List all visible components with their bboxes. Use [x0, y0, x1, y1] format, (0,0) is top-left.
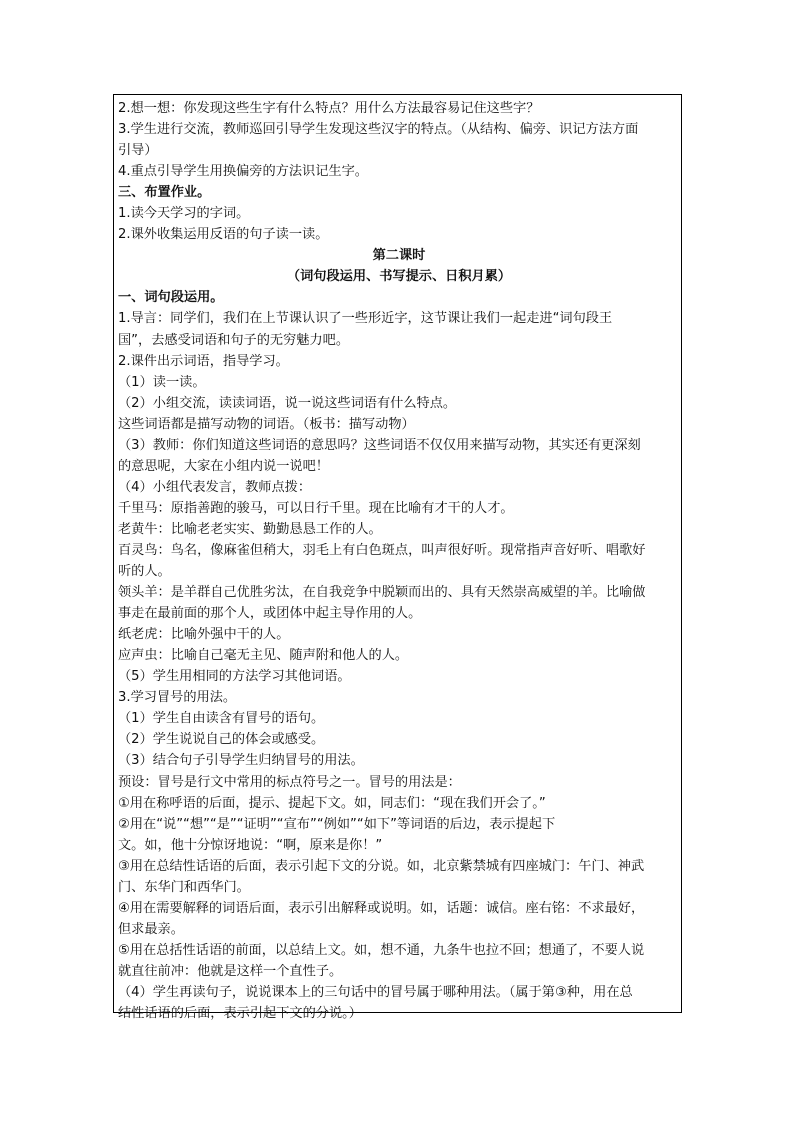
text-line: 国”，去感受词语和句子的无穷魅力吧。: [118, 332, 350, 348]
text-line: 领头羊：是羊群自己优胜劣汰，在自我竞争中脱颖而出的、具有天然崇高威望的羊。比喻做: [118, 585, 646, 601]
text-line: 1.导言：同学们，我们在上节课认识了一些形近字，这节课让我们一起走进“词句段王: [118, 311, 613, 327]
text-line: （1）学生自由读含有冒号的语句。: [118, 711, 325, 727]
text-line: ①用在称呼语的后面，提示、提起下文。如，同志们：“现在我们开会了。”: [118, 795, 546, 811]
text-line: （1）读一读。: [118, 374, 206, 390]
text-line: （4）小组代表发言，教师点拨：: [118, 479, 312, 495]
text-line: 听的人。: [118, 564, 171, 580]
text-line: 3.学生进行交流，教师巡回引导学生发现这些汉字的特点。（从结构、偏旁、识记方法方面: [118, 122, 639, 138]
text-line: ⑤用在总括性话语的前面，以总结上文。如，想不通，九条牛也拉不回；想通了，不要人说: [118, 942, 645, 958]
text-line: 结性话语的后面，表示引起下文的分说。）: [118, 1006, 362, 1022]
text-line: （3）结合句子引导学生归纳冒号的用法。: [118, 753, 364, 769]
text-line: 2.课外收集运用反语的句子读一读。: [118, 227, 329, 243]
text-line: 预设：冒号是行文中常用的标点符号之一。冒号的用法是：: [118, 774, 461, 790]
text-line: 4.重点引导学生用换偏旁的方法识记生字。: [118, 164, 368, 180]
text-line: （2）学生说说自己的体会或感受。: [118, 732, 325, 748]
text-line: 纸老虎：比喻外强中干的人。: [118, 627, 290, 643]
text-line: （3）教师：你们知道这些词语的意思吗？这些词语不仅仅用来描写动物，其实还有更深刻: [118, 437, 641, 453]
text-line: 这些词语都是描写动物的词语。（板书：描写动物）: [118, 416, 415, 432]
text-line: 门、东华门和西华门。: [118, 879, 250, 895]
section-heading-word-usage: 一、词句段运用。: [118, 290, 224, 306]
text-line: （4）学生再读句子，说说课本上的三句话中的冒号属于哪种用法。（属于第③种，用在总: [118, 984, 633, 1000]
text-line: 老黄牛：比喻老老实实、勤勤恳恳工作的人。: [118, 521, 382, 537]
text-line: 的意思呢，大家在小组内说一说吧！: [118, 458, 329, 474]
text-line: ③用在总结性话语的后面，表示引起下文的分说。如，北京紫禁城有四座城门：午门、神武: [118, 858, 645, 874]
text-line: ④用在需要解释的词语后面，表示引出解释或说明。如，话题：诚信。座右铭：不求最好，: [118, 900, 645, 916]
text-line: ②用在“说”“想”“是”“证明”“宣布”“例如”“如下”等词语的后边，表示提起下: [118, 816, 556, 832]
text-line: （5）学生用相同的方法学习其他词语。: [118, 669, 351, 685]
text-line: 1.读今天学习的字词。: [118, 206, 250, 222]
text-line: 应声虫：比喻自己毫无主见、随声附和他人的人。: [118, 648, 409, 664]
text-line: 事走在最前面的那个人，或团体中起主导作用的人。: [118, 606, 422, 622]
text-line: （2）小组交流，读读词语，说一说这些词语有什么特点。: [118, 395, 457, 411]
text-line: 但求最亲。: [118, 921, 184, 937]
text-line: 就直往前冲：他就是这样一个直性子。: [118, 963, 343, 979]
text-line: 百灵鸟：鸟名，像麻雀但稍大，羽毛上有白色斑点，叫声很好听。现常指声音好听、唱歌好: [118, 542, 646, 558]
text-line: 文。如，他十分惊讶地说：“啊，原来是你！”: [118, 837, 383, 853]
text-line: 2.课件出示词语，指导学习。: [118, 353, 289, 369]
text-line: 引导）: [118, 143, 158, 159]
text-line: 千里马：原指善跑的骏马，可以日行千里。现在比喻有才干的人才。: [118, 500, 514, 516]
text-line: 3.学习冒号的用法。: [118, 690, 237, 706]
lesson-content: [118, 98, 680, 1024]
lesson-title: 第二课时: [372, 248, 426, 264]
text-line: 2.想一想：你发现这些生字有什么特点？用什么方法最容易记住这些字？: [118, 101, 540, 116]
lesson-subtitle: （词句段运用、书写提示、日积月累）: [286, 269, 512, 285]
section-heading-homework: 三、布置作业。: [118, 185, 211, 201]
